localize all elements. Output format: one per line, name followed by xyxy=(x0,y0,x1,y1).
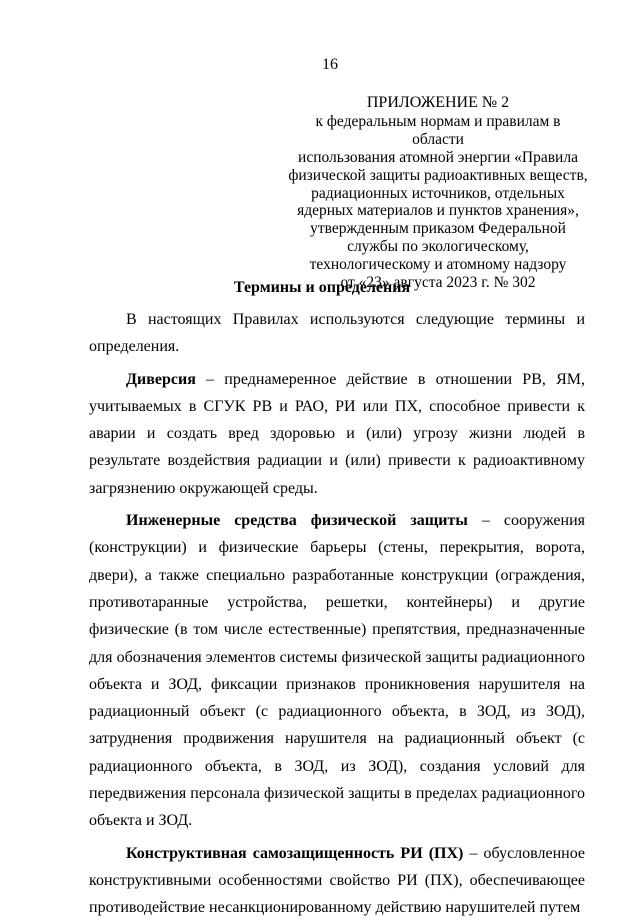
appendix-line: технологическому и атомному надзору xyxy=(309,256,567,274)
appendix-line: утвержденным приказом Федеральной xyxy=(310,220,566,238)
appendix-line: к федеральным нормам и правилам в области xyxy=(315,112,561,148)
definition-paragraph xyxy=(89,507,585,835)
definition-term: Инженерные средства физической защиты xyxy=(126,512,468,530)
appendix-line: радиационных источников, отдельных xyxy=(311,184,565,202)
definition-paragraph xyxy=(89,840,585,922)
appendix-line: физической защиты радиоактивных веществ, xyxy=(288,166,588,184)
appendix-line: использования атомной энергии «Правила xyxy=(298,148,578,166)
definition-text: – сооружения (конструкции) и физические барьеры (стены, перекрытия, ворота, двери), а также специально разработанные конструкции (ограждения, противотаранные устройства, решетки, контейнеры) и другие физические (в том числе естественные) препятствия, предназначенные для обозначения элементов системы физической защиты радиационного объекта и ЗОД, фиксации признаков проникновения нарушителя на радиационный объект (с радиационного объекта, в ЗОД, из ЗОД), затруднения продвижения нарушителя на радиационный объект (с радиационного объекта, в ЗОД, из ЗОД), создания условий для передвижения персонала физической защиты в пределах радиационного объекта и ЗОД. xyxy=(89,512,586,830)
appendix-header xyxy=(288,94,588,292)
appendix-line: ядерных материалов и пунктов хранения», xyxy=(297,202,579,220)
appendix-line: службы по экологическому, xyxy=(347,238,529,256)
appendix-line: от «23» августа 2023 г. № 302 xyxy=(340,274,536,292)
definition-text: – обусловленное конструктивными особенностями свойство РИ (ПХ), обеспечивающее противодействие несанкционированному действию нарушителей путем xyxy=(89,844,586,917)
definition-term: Диверсия xyxy=(126,370,196,388)
definition-text: – преднамеренное действие в отношении РВ, ЯМ, учитываемых в СГУК РВ и РАО, РИ или ПХ, способное привести к аварии и создать вред здоровью и (или) угрозу жизни людей в результате воздействия радиации и (или) привести к радиоактивному загрязнению окружающей среды. xyxy=(89,370,585,497)
appendix-title: ПРИЛОЖЕНИЕ № 2 xyxy=(366,94,510,111)
paragraph-intro xyxy=(89,306,585,361)
paragraph-text: В настоящих Правилах используются следующие термины и определения. xyxy=(89,311,585,356)
document-body xyxy=(89,306,585,922)
page-number: 16 xyxy=(322,56,338,73)
definition-paragraph xyxy=(89,366,585,502)
definition-term: Конструктивная самозащищенность РИ (ПХ) xyxy=(126,844,464,862)
section-title: Термины и определения xyxy=(233,279,411,296)
